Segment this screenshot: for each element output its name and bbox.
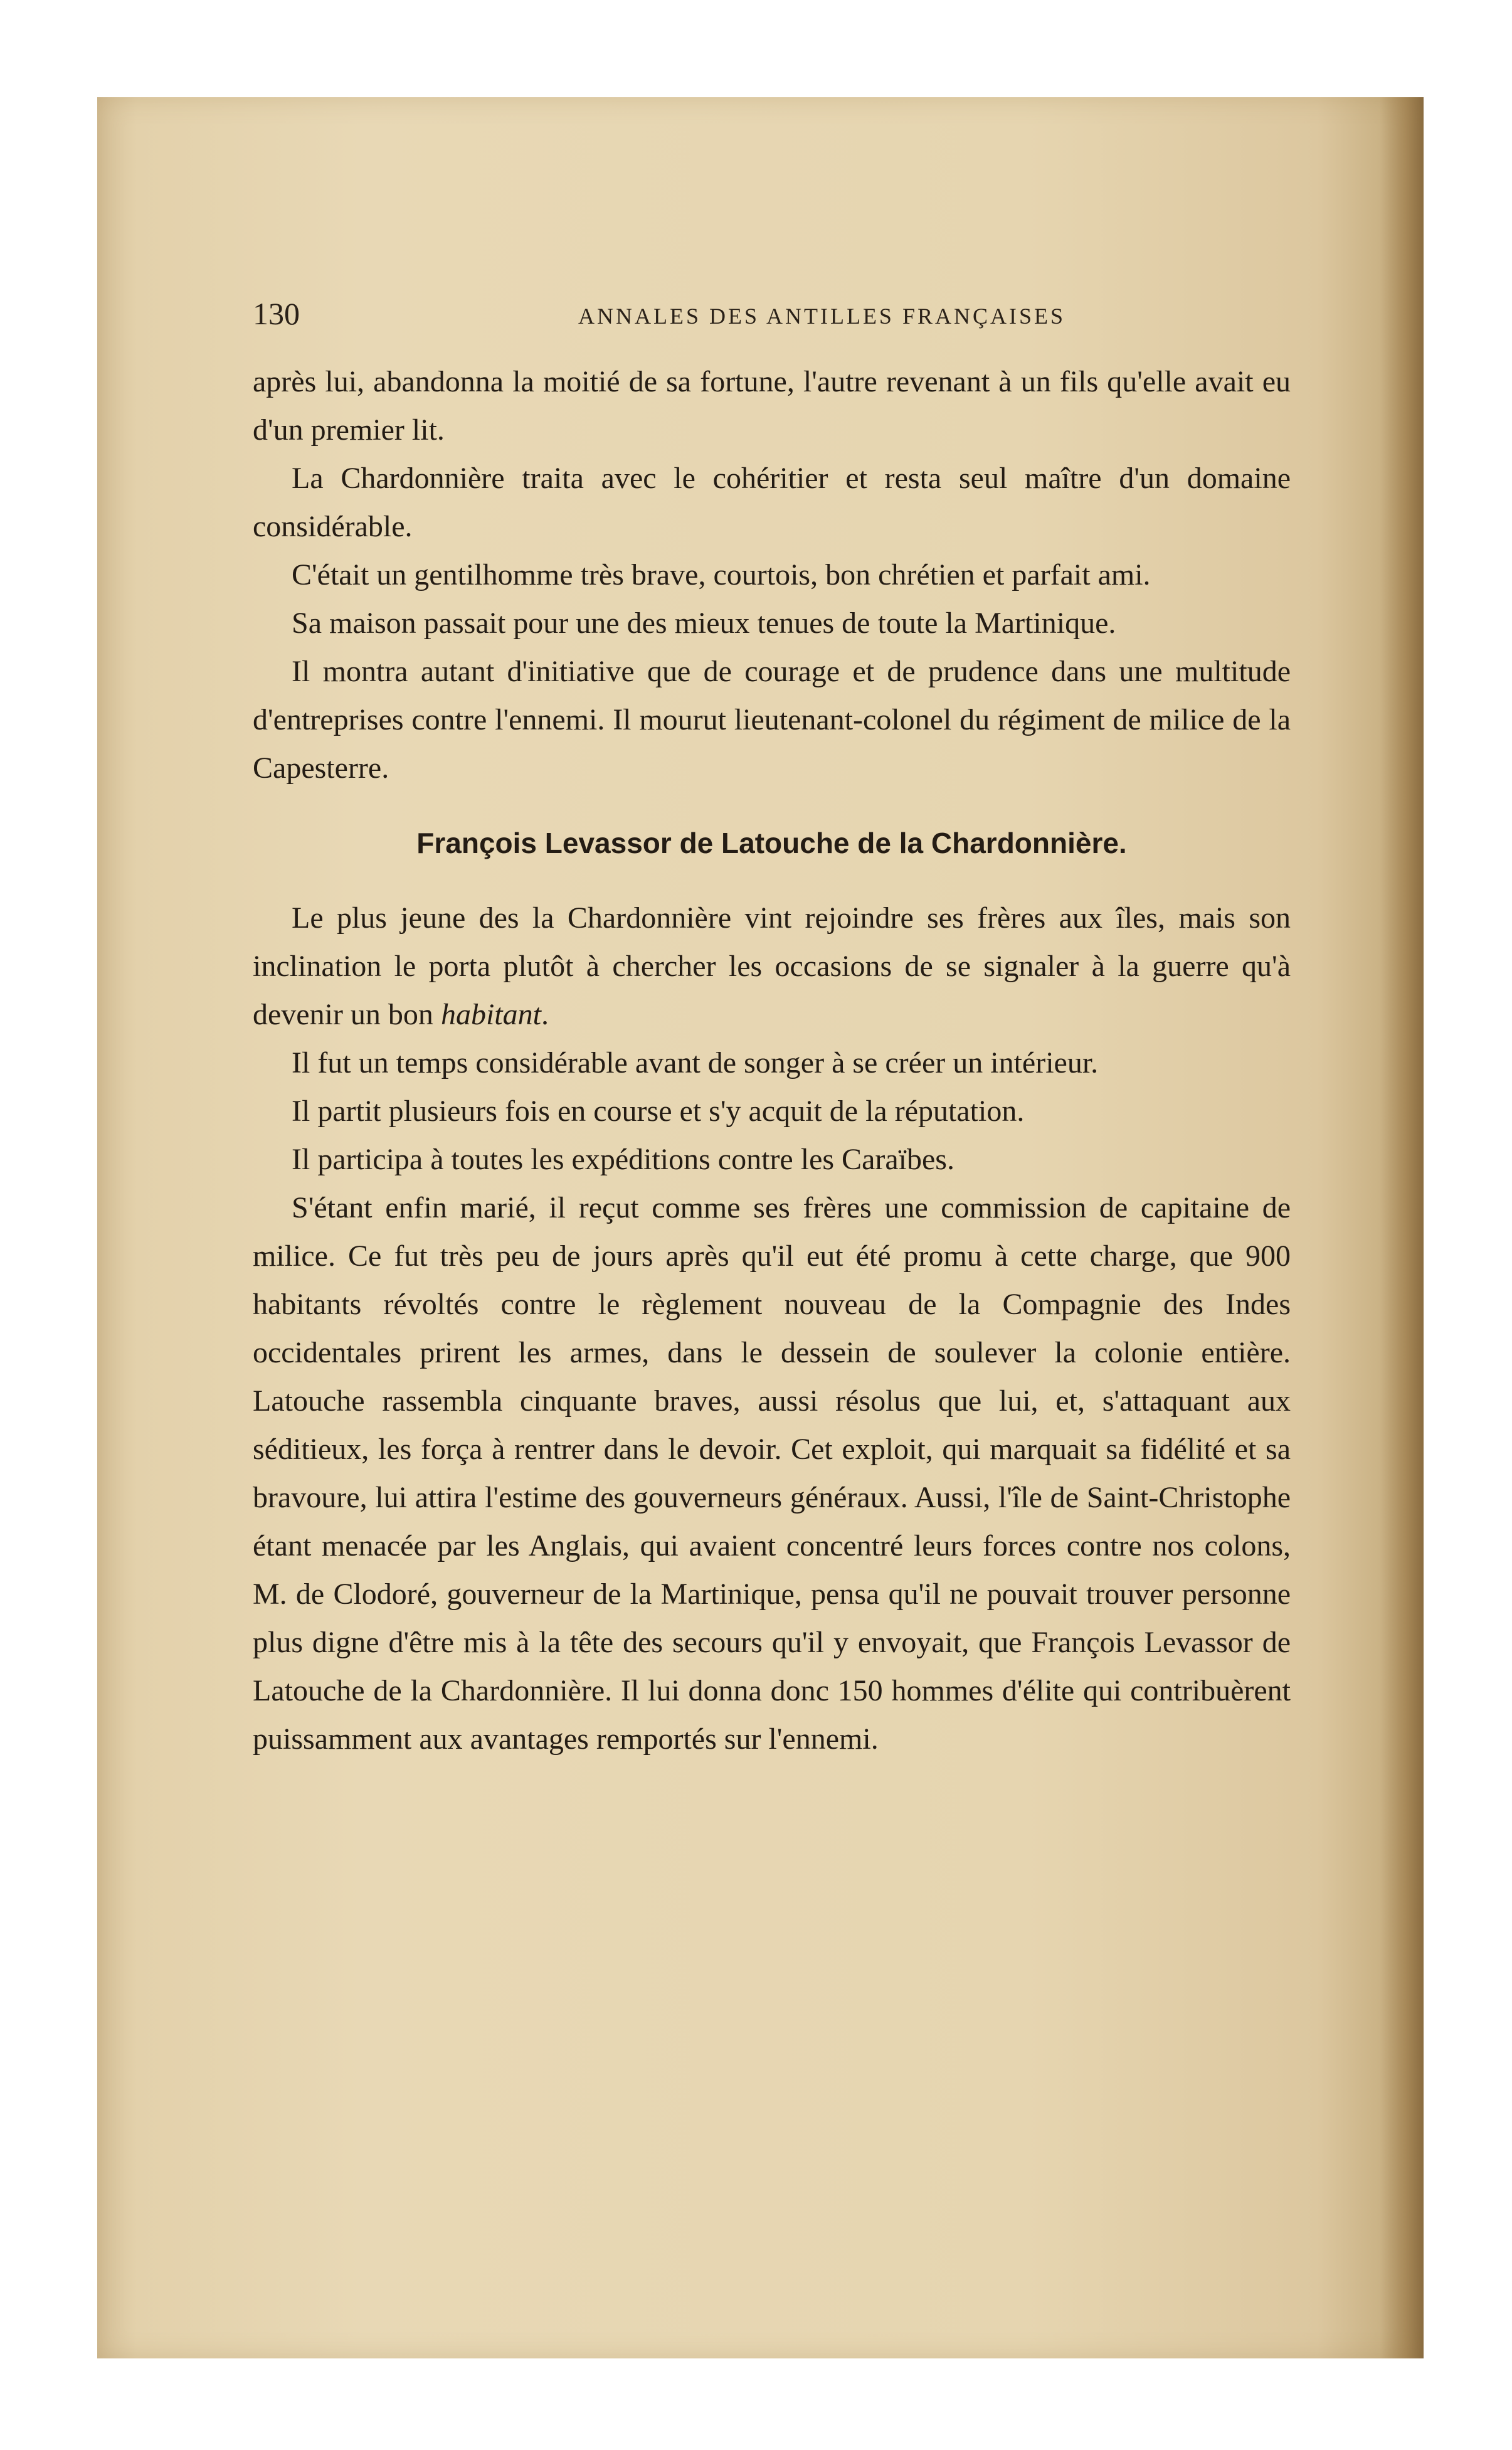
section-heading: François Levassor de Latouche de la Chardonnière. — [416, 827, 1127, 859]
paragraph: C'était un gentilhomme très brave, courtois, bon chrétien et parfait ami. — [292, 558, 1151, 591]
paragraph: Il participa à toutes les expéditions contre les Caraïbes. — [292, 1143, 954, 1176]
italic-term: habitant — [440, 998, 541, 1031]
paragraph: La Chardonnière traita avec le cohéritier et resta seul maître d'un domaine considérable. — [253, 462, 1291, 543]
page-number: 130 — [253, 296, 300, 331]
paragraph: Il partit plusieurs fois en course et s'y acquit de la réputation. — [292, 1095, 1025, 1128]
paragraph: Il fut un temps considérable avant de songer à se créer un intérieur. — [292, 1046, 1099, 1079]
paragraph-text-end: . — [541, 998, 549, 1031]
paragraph: Sa maison passait pour une des mieux tenues de toute la Martinique. — [292, 607, 1116, 640]
paragraph — [253, 894, 1291, 1039]
body-text — [253, 358, 1291, 1763]
paragraph: S'étant enfin marié, il reçut comme ses frères une commission de capitaine de milice. Ce fut très peu de jours après qu'il eut été promu à cette charge, que 900 habitants révoltés contre le règlement nouveau de la Compagnie des Indes occidentales prirent les armes, dans le dessein de soulever la colonie entière. Latouche rassembla cinquante braves, aussi résolus que lui, et, s'attaquant aux séditieux, les força à rentrer dans le devoir. Cet exploit, qui marquait sa fidélité et sa bravoure, lui attira l'estime des gouverneurs généraux. Aussi, l'île de Saint-Christophe étant menacée par les Anglais, qui avaient concentré leurs forces contre nos colons, M. de Clodoré, gouverneur de la Martinique, pensa qu'il ne pouvait trouver personne plus digne d'être mis à la tête des secours qu'il y envoyait, que François Levassor de Latouche de la Chardonnière. Il lui donna donc 150 hommes d'élite qui contribuèrent puissamment aux avantages remportés sur l'ennemi. — [253, 1191, 1291, 1756]
paragraph: après lui, abandonna la moitié de sa fortune, l'autre revenant à un fils qu'elle avait eu d'un premier lit. — [253, 365, 1291, 447]
paragraph-text: Le plus jeune des la Chardonnière vint rejoindre ses frères aux îles, mais son inclination le porta plutôt à chercher les occasions de se signaler à la guerre qu'à devenir un bon — [253, 901, 1291, 1031]
running-title: ANNALES DES ANTILLES FRANÇAISES — [578, 304, 1066, 329]
page-edge-shadow — [1380, 97, 1424, 2358]
paragraph: Il montra autant d'initiative que de courage et de prudence dans une multitude d'entreprises contre l'ennemi. Il mourut lieutenant-colonel du régiment de milice de la Capesterre. — [253, 655, 1291, 785]
running-header — [253, 295, 1291, 332]
